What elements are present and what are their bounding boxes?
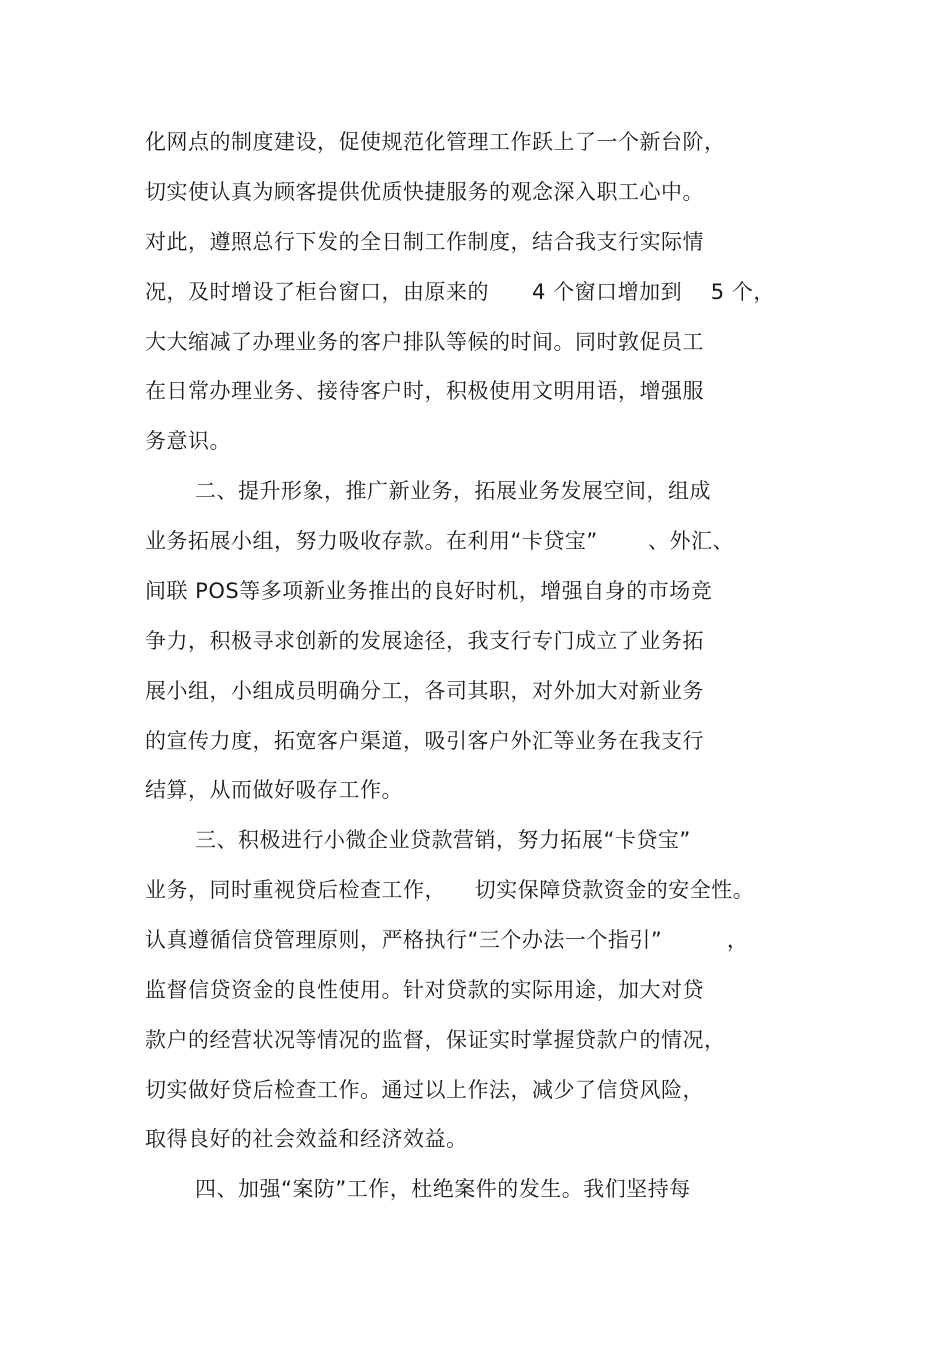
text-line: 切实做好贷后检查工作。通过以上作法，减少了信贷风险， bbox=[145, 1078, 704, 1102]
text-line: 监督信贷资金的良性使用。针对贷款的实际用途，加大对贷 bbox=[145, 978, 704, 1002]
paragraph-heading-2: 二、提升形象，推广新业务，拓展业务发展空间，组成 bbox=[195, 479, 711, 503]
text-line: 业务，同时重视贷后检查工作， 切实保障贷款资金的安全性。 bbox=[145, 878, 755, 902]
text-line: 取得良好的社会效益和经济效益。 bbox=[145, 1127, 468, 1151]
paragraph-heading-3: 三、积极进行小微企业贷款营销，努力拓展“卡贷宝” bbox=[195, 828, 691, 852]
text-line: 切实使认真为顾客提供优质快捷服务的观念深入职工心中。 bbox=[145, 180, 704, 204]
text-line: 间联 POS等多项新业务推出的良好时机，增强自身的市场竞 bbox=[145, 579, 713, 603]
text-line: 况，及时增设了柜台窗口，由原来的 4 个窗口增加到 5 个， bbox=[145, 280, 775, 304]
text-line: 认真遵循信贷管理原则，严格执行“三个办法一个指引” ， bbox=[145, 928, 749, 952]
text-line: 务意识。 bbox=[145, 429, 231, 453]
paragraph-heading-4: 四、加强“案防”工作，杜绝案件的发生。我们坚持每 bbox=[195, 1177, 691, 1201]
text-line: 大大缩减了办理业务的客户排队等候的时间。同时敦促员工 bbox=[145, 330, 704, 354]
text-line: 展小组，小组成员明确分工，各司其职，对外加大对新业务 bbox=[145, 679, 704, 703]
text-line: 款户的经营状况等情况的监督，保证实时掌握贷款户的情况， bbox=[145, 1028, 726, 1052]
text-line: 的宣传力度，拓宽客户渠道，吸引客户外汇等业务在我支行 bbox=[145, 729, 704, 753]
text-line: 业务拓展小组，努力吸收存款。在利用“卡贷宝” 、外汇、 bbox=[145, 529, 734, 553]
text-line: 在日常办理业务、接待客户时，积极使用文明用语，增强服 bbox=[145, 379, 704, 403]
text-line: 争力，积极寻求创新的发展途径，我支行专门成立了业务拓 bbox=[145, 629, 704, 653]
text-line: 结算，从而做好吸存工作。 bbox=[145, 778, 403, 802]
text-line: 对此，遵照总行下发的全日制工作制度，结合我支行实际情 bbox=[145, 230, 704, 254]
text-line: 化网点的制度建设，促使规范化管理工作跃上了一个新台阶， bbox=[145, 130, 726, 154]
